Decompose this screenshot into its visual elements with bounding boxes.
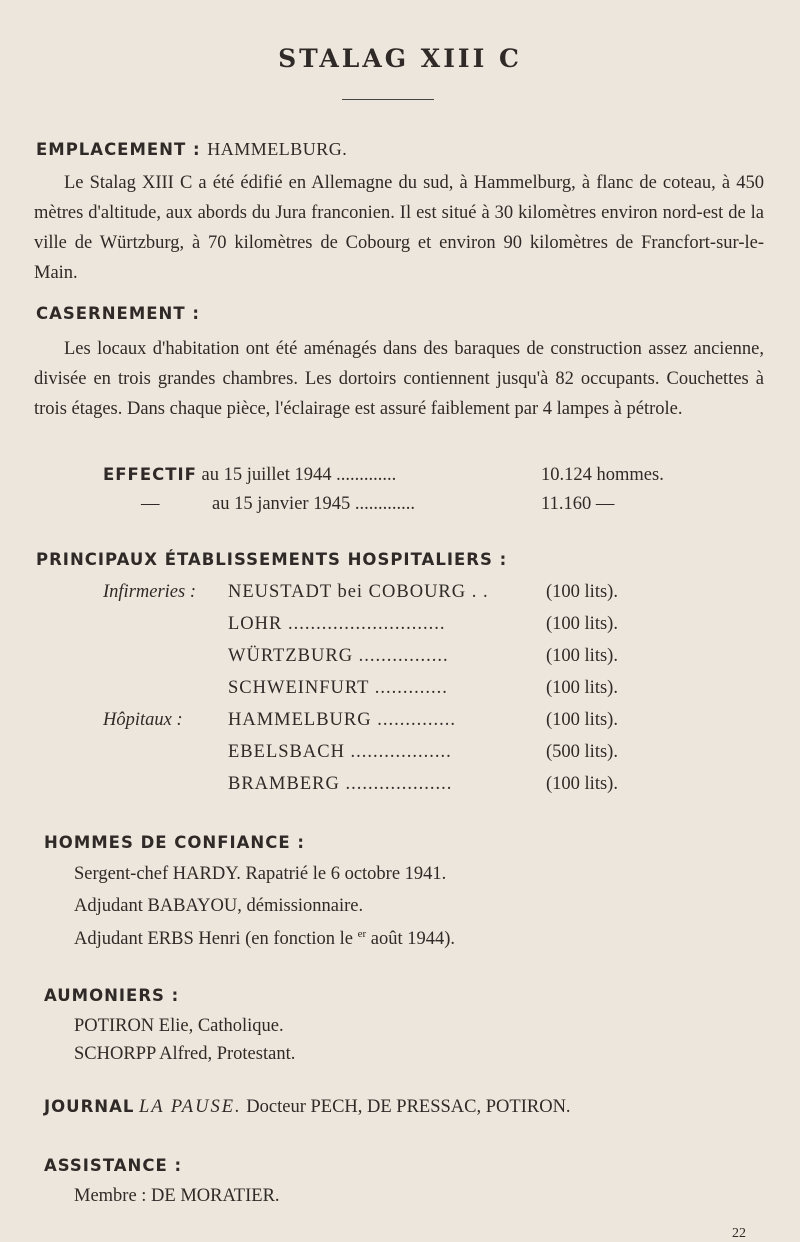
hospital-row: [0, 678, 800, 708]
hospital-name: EBELSBACH ..................: [228, 742, 452, 762]
aumonier-line: SCHORPP Alfred, Protestant.: [74, 1044, 296, 1064]
effectif-value-2: 11.160 —: [541, 494, 615, 514]
confiance-line: Adjudant BABAYOU, démissionnaire.: [74, 896, 364, 916]
page-title: STALAG XIII C: [278, 44, 522, 73]
hospital-beds: (100 lits).: [546, 646, 618, 666]
hospital-name: SCHWEINFURT .............: [228, 678, 448, 698]
aumoniers-heading: AUMONIERS :: [44, 986, 180, 1005]
hospital-name: HAMMELBURG ..............: [228, 710, 456, 730]
casernement-heading: CASERNEMENT :: [36, 304, 200, 323]
hospital-name: LOHR ............................: [228, 614, 446, 634]
hospital-name: NEUSTADT bei COBOURG . .: [228, 582, 489, 602]
hospital-beds: (100 lits).: [546, 678, 618, 698]
confiance-line-tail: août 1944).: [366, 929, 456, 950]
effectif-prefix-2: —: [141, 494, 160, 514]
hospital-beds: (100 lits).: [546, 614, 618, 634]
casernement-paragraph: Les locaux d'habitation ont été aménagés dans des baraques de construction assez ancienne, divisée en trois grandes chambres. Les dortoirs contiennent jusqu'à 82 occupants. Couchettes à trois étages. Dans chaque pièce, l'éclairage est assuré faiblement par 4 lampes à pétrole.: [34, 339, 764, 419]
infirmeries-label: Infirmeries :: [103, 582, 196, 602]
confiance-line: Sergent-chef HARDY. Rapatrié le 6 octobre 1941.: [74, 864, 447, 884]
hospital-row: [0, 646, 800, 676]
hospital-beds: (100 lits).: [546, 710, 618, 730]
effectif-date-2: au 15 janvier 1945 .............: [212, 494, 415, 514]
journal-label: JOURNAL: [44, 1097, 135, 1116]
hospital-row: [0, 710, 800, 740]
assistance-heading: ASSISTANCE :: [44, 1156, 183, 1175]
assistance-line: Membre : DE MORATIER.: [74, 1186, 280, 1206]
hospital-beds: (100 lits).: [546, 582, 618, 602]
aumonier-line: POTIRON Elie, Catholique.: [74, 1016, 284, 1036]
emplacement-heading: [36, 139, 347, 160]
emplacement-value: HAMMELBURG.: [207, 139, 348, 159]
hospital-row: [0, 614, 800, 644]
emplacement-paragraph: Le Stalag XIII C a été édifié en Allemagne du sud, à Hammelburg, à flanc de coteau, à 450 mètres d'altitude, aux abords du Jura franconien. Il est situé à 30 kilomètres environ nord-est de la ville de Würtzburg, à 70 kilomètres de Cobourg et environ 90 kilomètres de Francfort-sur-le-Main.: [34, 173, 764, 283]
hommes-confiance-heading: HOMMES DE CONFIANCE :: [44, 833, 305, 852]
title-rule: [342, 99, 434, 100]
effectif-label: EFFECTIF: [103, 465, 197, 484]
hopitaux-label: Hôpitaux :: [103, 710, 183, 730]
confiance-line: [74, 928, 455, 950]
effectif-value-1: 10.124 hommes.: [541, 465, 664, 485]
journal-name: LA PAUSE.: [139, 1097, 242, 1117]
hospital-row: [0, 742, 800, 772]
effectif-date-1: au 15 juillet 1944 .............: [201, 465, 397, 485]
journal-line: [44, 1097, 571, 1118]
hospitaliers-heading: PRINCIPAUX ÉTABLISSEMENTS HOSPITALIERS :: [36, 550, 508, 569]
hospital-row: [0, 582, 800, 612]
page-number: 22: [732, 1226, 746, 1241]
hospital-name: BRAMBERG ...................: [228, 774, 453, 794]
hospital-row: [0, 774, 800, 804]
hospital-beds: (100 lits).: [546, 774, 618, 794]
hospital-name: WÜRTZBURG ................: [228, 646, 449, 666]
confiance-line-text: Adjudant ERBS Henri (en fonction le: [74, 929, 353, 950]
journal-rest: Docteur PECH, DE PRESSAC, POTIRON.: [246, 1097, 571, 1117]
hospital-beds: (500 lits).: [546, 742, 618, 762]
ordinal-superscript: er: [357, 928, 367, 940]
effectif-row-1: [103, 465, 396, 486]
emplacement-label: EMPLACEMENT :: [36, 140, 201, 159]
